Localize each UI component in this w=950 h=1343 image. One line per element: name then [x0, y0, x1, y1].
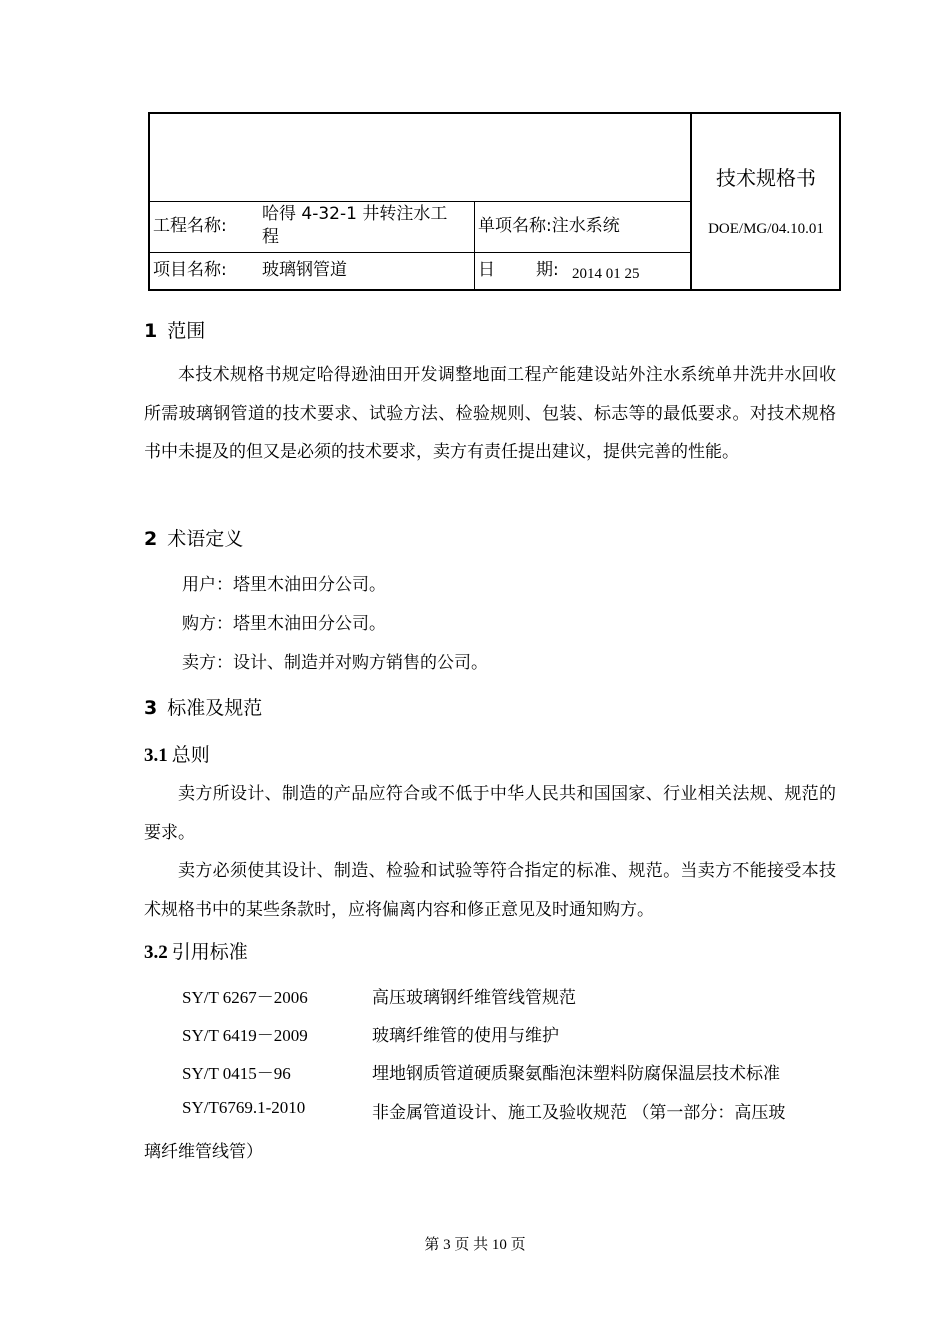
- subsection-number: 3.1: [144, 745, 168, 766]
- subsection-title: 引用标准: [171, 941, 248, 963]
- section-title: 术语定义: [167, 528, 244, 550]
- date-value: 2014 01 25: [572, 266, 640, 282]
- paragraph: 卖方所设计、制造的产品应符合或不低于中华人民共和国国家、行业相关法规、规范的要求。: [144, 784, 836, 843]
- definition-line: 购方：塔里木油田分公司。: [182, 614, 386, 634]
- subsection-title: 总则: [171, 744, 210, 766]
- doc-code: DOE/MG/04.10.01: [708, 221, 824, 237]
- section-number: 1: [144, 320, 158, 342]
- subsection-number: 3.2: [144, 942, 168, 963]
- standard-name: 埋地钢质管道硬质聚氨酯泡沫塑料防腐保温层技术标准: [372, 1064, 780, 1084]
- definition-line: 用户：塔里木油田分公司。: [182, 575, 386, 595]
- header-table: [148, 112, 841, 291]
- standard-name: 非金属管道设计、施工及验收规范 （第一部分：高压玻: [372, 1103, 786, 1123]
- definition-line: 卖方：设计、制造并对购方销售的公司。: [182, 653, 488, 673]
- paragraph: 本技术规格书规定哈得逊油田开发调整地面工程产能建设站外注水系统单井洗井水回收所需玻璃钢管道的技术要求、试验方法、检验规则、包装、标志等的最低要求。对技术规格书中未提及的但又是必须的技术要求，卖方有责任提出建议，提供完善的性能。: [144, 365, 836, 462]
- subject-value: 玻璃钢管道: [262, 260, 347, 280]
- section-heading: [144, 693, 262, 720]
- table-divider: [150, 252, 690, 253]
- standard-code: SY/T 6267－2006: [182, 988, 308, 1007]
- standard-code: SY/T 0415－96: [182, 1064, 291, 1083]
- standard-code: SY/T6769.1-2010: [182, 1098, 306, 1117]
- section-number: 3: [144, 697, 158, 719]
- section-title: 范围: [167, 320, 206, 342]
- section-heading: [144, 524, 243, 551]
- standard-code: SY/T 6419－2009: [182, 1026, 308, 1045]
- table-divider: [690, 114, 692, 289]
- subsection-heading: [144, 937, 248, 964]
- section-number: 2: [144, 528, 158, 550]
- section-title: 标准及规范: [167, 697, 263, 719]
- standard-name-continuation: 璃纤维管线管）: [144, 1142, 263, 1162]
- project-label: 工程名称:: [153, 216, 227, 236]
- subject-label: 项目名称:: [153, 260, 227, 280]
- date-label-2: 期:: [536, 260, 559, 280]
- standard-name: 高压玻璃钢纤维管线管规范: [372, 988, 576, 1008]
- subsection-heading: [144, 740, 210, 767]
- standard-name: 玻璃纤维管的使用与维护: [372, 1026, 559, 1046]
- doc-title: 技术规格书: [716, 166, 816, 190]
- table-divider: [474, 201, 475, 289]
- section-heading: [144, 316, 205, 343]
- item-label: 单项名称:注水系统: [478, 216, 620, 236]
- project-value-line2: 程: [262, 227, 279, 247]
- page-number: 第 3 页 共 10 页: [424, 1237, 526, 1253]
- project-value-line1: 哈得 4-32-1 井转注水工: [262, 204, 448, 224]
- date-label-1: 日: [478, 260, 495, 280]
- paragraph: 卖方必须使其设计、制造、检验和试验等符合指定的标准、规范。当卖方不能接受本技术规格书中的某些条款时，应将偏离内容和修正意见及时通知购方。: [144, 861, 836, 920]
- table-divider: [150, 201, 690, 202]
